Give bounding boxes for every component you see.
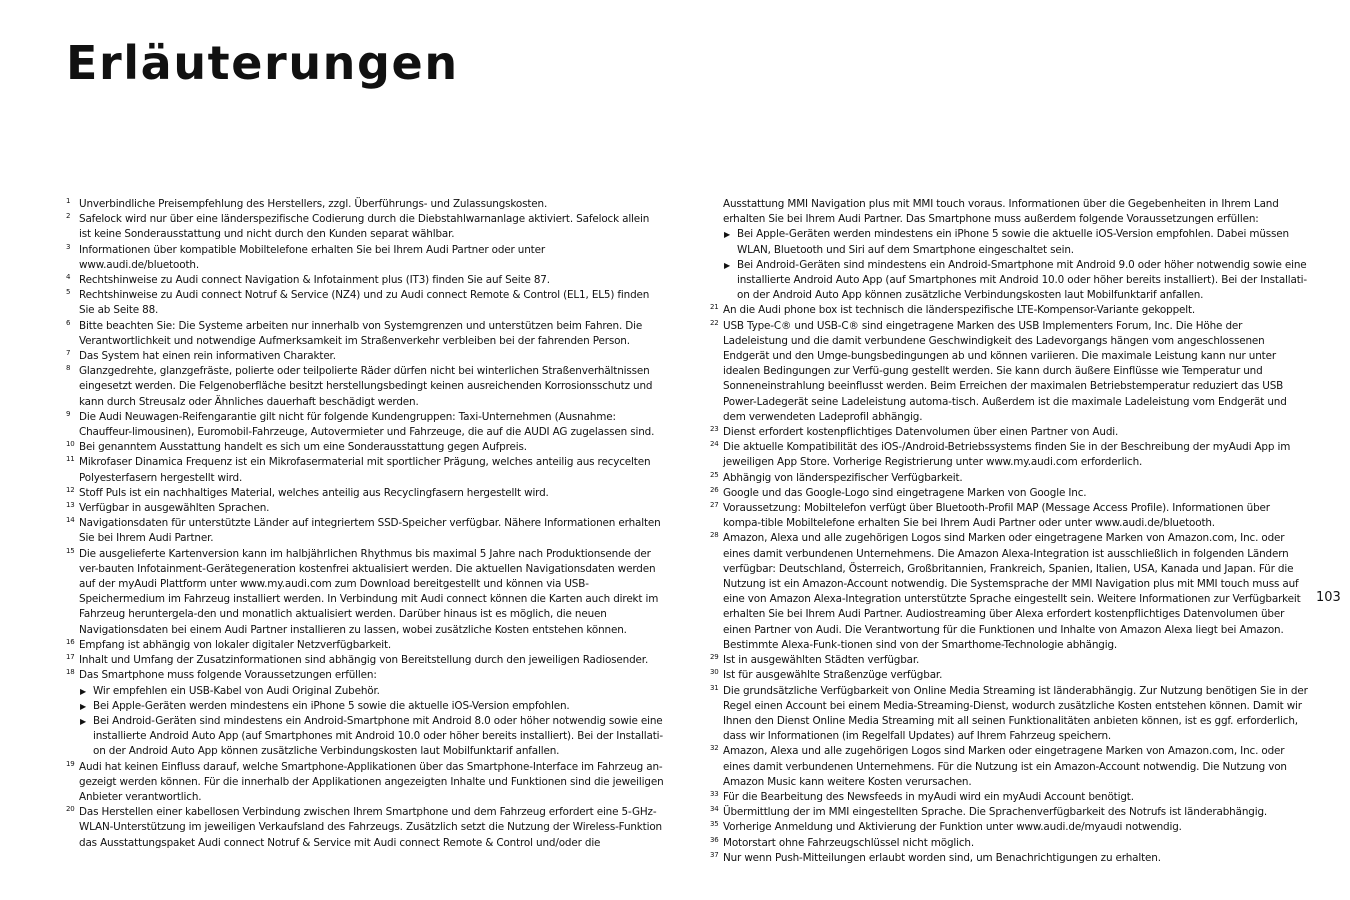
footnote-number: 13 xyxy=(66,501,75,510)
footnote-text: Rechtshinweise zu Audi connect Notruf & Service (NZ4) und zu Audi connect Remote & Control (EL1, EL5) finden Sie ab Seite 88. xyxy=(79,289,650,317)
footnote-text: Voraussetzung: Mobiltelefon verfügt über Bluetooth-Profil MAP (Message Access Profile). Informationen über kompa-tible Mobiltelefone erhalten Sie bei Ihrem Audi Partner oder unter www.audi.de/bluetooth. xyxy=(723,502,1270,530)
footnote-text: Ist für ausgewählte Straßenzüge verfügbar. xyxy=(723,669,943,682)
footnote-text: Rechtshinweise zu Audi connect Navigation & Infotainment plus (IT3) finden Sie auf Seite 87. xyxy=(79,274,550,287)
footnote xyxy=(710,851,1308,866)
footnote xyxy=(710,501,1308,531)
footnote-text: Nur wenn Push-Mitteilungen erlaubt worden sind, um Benachrichtigungen zu erhalten. xyxy=(723,851,1161,864)
footnote-text: Für die Bearbeitung des Newsfeeds in myAudi wird ein myAudi Account benötigt. xyxy=(723,790,1134,803)
footnote-text: Amazon, Alexa und alle zugehörigen Logos sind Marken oder eingetragene Marken von Amazon.com, Inc. oder eines damit verbundenen Unternehmens. Für die Nutzung ist ein Amazon-Account notwendig. Die Nutzung von Amazon Music kann weitere Kosten verursachen. xyxy=(723,745,1287,788)
footnote-text: Bei genanntem Ausstattung handelt es sich um eine Sonderausstattung gegen Aufpreis. xyxy=(79,441,527,454)
footnote-number: 23 xyxy=(710,425,719,434)
footnote xyxy=(710,531,1308,653)
footnote-text: Die aktuelle Kompatibilität des iOS-/Android-Betriebssystems finden Sie in der Beschreibung der myAudi App im jeweiligen App Store. Vorherige Registrierung unter www.my.audi.com erforderlich. xyxy=(723,441,1291,469)
footnote-text: Die grundsätzliche Verfügbarkeit von Online Media Streaming ist länderabhängig. Zur Nutzung benötigen Sie in der Regel einen Account bei einem Media-Streaming-Dienst, wodurch zusätzliche Kosten entstehen können. Damit wir Ihnen den Dienst Online Media Streaming mit all seinen Funktionalitäten anbieten können, ist es ggf. erforderlich, dass wir Informationen (im Regelfall Updates) auf Ihrem Fahrzeug speichern. xyxy=(723,684,1308,743)
footnote-number: 32 xyxy=(710,744,719,753)
footnote-bullet xyxy=(723,258,1308,304)
footnote-text: Das Herstellen einer kabellosen Verbindung zwischen Ihrem Smartphone und dem Fahrzeug erfordert eine 5-GHz-WLAN-Unterstützung im jeweiligen Verkaufsland des Fahrzeugs. Zusätzlich setzt die Nutzung der Wireless-Funktion das Ausstattungspaket Audi connect Notruf & Service mit Audi connect Remote & Control und/oder die xyxy=(79,806,662,849)
footnote xyxy=(66,243,664,273)
footnote-bullet xyxy=(79,684,664,699)
footnote-number: 4 xyxy=(66,273,71,282)
footnote xyxy=(66,638,664,653)
footnote-text: Audi hat keinen Einfluss darauf, welche Smartphone-Applikationen über das Smartphone-Interface im Fahrzeug an-gezeigt werden können. Für die innerhalb der Applikationen angezeigten Inhalte und Funktionen sind die jeweiligen Anbieter verantwortlich. xyxy=(79,760,664,803)
footnote-number: 24 xyxy=(710,440,719,449)
footnote-text: Die Audi Neuwagen-Reifengarantie gilt nicht für folgende Kundengruppen: Taxi-Unternehmen (Ausnahme: Chauffeur-limousinen), Euromobil-Fahrzeuge, Autovermieter und Fahrzeuge, die auf die AUDI AG zugelassen sind. xyxy=(79,410,655,439)
footnote xyxy=(710,440,1308,470)
footnote-number: 34 xyxy=(710,805,719,814)
footnote xyxy=(66,440,664,455)
footnote-number: 27 xyxy=(710,501,719,510)
page-number: 103 xyxy=(1316,590,1341,605)
footnote-text: Inhalt und Umfang der Zusatzinformationen sind abhängig von Bereitstellung durch den jeweiligen Radiosender. xyxy=(79,654,649,667)
footnote-number: 31 xyxy=(710,683,719,692)
footnote xyxy=(66,455,664,485)
footnote-text: Unverbindliche Preisempfehlung des Herstellers, zzgl. Überführungs- und Zulassungskosten. xyxy=(79,198,548,210)
footnote xyxy=(66,364,664,410)
footnote-number: 20 xyxy=(66,805,75,814)
footnote xyxy=(710,744,1308,790)
footnote xyxy=(66,410,664,440)
footnote xyxy=(710,836,1308,851)
footnote xyxy=(66,486,664,501)
footnote-text: Stoff Puls ist ein nachhaltiges Material, welches anteilig aus Recyclingfasern hergestellt wird. xyxy=(79,486,549,499)
footnote xyxy=(66,653,664,668)
footnote-number: 3 xyxy=(66,242,71,251)
footnote xyxy=(66,349,664,364)
footnote-number: 17 xyxy=(66,653,75,662)
footnote-number: 9 xyxy=(66,409,71,418)
footnote-text: Das System hat einen rein informativen Charakter. xyxy=(79,350,336,363)
footnote-bullet-list xyxy=(723,227,1308,303)
footnote-text: USB Type-C® und USB-C® sind eingetragene Marken des USB Implementers Forum, Inc. Die Höhe der Ladeleistung und die damit verbundene Geschwindigkeit des Ladevorgangs hängen vom angeschlossenen Endgerät und den Umge-bungsbedingungen ab und können variieren. Die maximale Leistung kann nur unter idealen Bedingungen zur Verfü-gung gestellt werden. Sie kann durch äußere Einflüsse wie Temperatur und Sonneneinstrahlung beeinflusst werden. Beim Erreichen der maximalen Betriebstemperatur reduziert das USB Power-Ladegerät seine Ladeleistung automa-tisch. Außerdem ist die maximale Ladeleistung vom Endgerät und dem verwendeten Ladeprofil abhängig. xyxy=(723,319,1287,423)
footnote-bullet-text: Bei Apple-Geräten werden mindestens ein iPhone 5 sowie die aktuelle iOS-Version empfohlen. Dabei müssen WLAN, Bluetooth und Siri auf dem Smartphone eingeschaltet sein. xyxy=(737,228,1289,256)
footnote-bullet xyxy=(79,699,664,714)
footnote xyxy=(66,501,664,516)
footnote xyxy=(710,319,1308,425)
footnote-number: 16 xyxy=(66,637,75,646)
footnote-text: Empfang ist abhängig von lokaler digitaler Netzverfügbarkeit. xyxy=(79,638,392,651)
footnote-number: 21 xyxy=(710,303,719,312)
footnote xyxy=(710,471,1308,486)
footnote-number: 37 xyxy=(710,850,719,859)
footnote-text: Ist in ausgewählten Städten verfügbar. xyxy=(723,654,920,667)
footnote-number: 18 xyxy=(66,668,75,677)
footnote xyxy=(710,486,1308,501)
footnote-number: 12 xyxy=(66,485,75,494)
footnote xyxy=(66,319,664,349)
footnote-continuation xyxy=(710,197,1308,303)
footnote-number: 7 xyxy=(66,349,71,358)
footnote-number: 1 xyxy=(66,197,71,205)
footnote-text: Abhängig von länderspezifischer Verfügbarkeit. xyxy=(723,471,963,484)
footnote-text: Amazon, Alexa und alle zugehörigen Logos sind Marken oder eingetragene Marken von Amazon.com, Inc. oder eines damit verbundenen Unternehmens. Die Amazon Alexa-Integration ist ausschließlich in folgenden Ländern verfügbar: Deutschland, Österreich, Großbritannien, Frankreich, Spanien, Italien, USA, Kanada und Japan. Für die Nutzung ist ein Amazon-Account notwendig. Die Systemsprache der MMI Navigation plus mit MMI touch muss auf eine von Amazon Alexa-Integration unterstützte Sprache eingestellt sein. Weitere Informationen zur Verfügbarkeit erhalten Sie bei Ihrem Audi Partner. Audiostreaming über Alexa erfordert kostenpflichtiges Datenvolumen über einen Partner von Audi. Die Verantwortung für die Funktionen und Inhalte von Amazon Alexa liegt bei Amazon. Bestimmte Alexa-Funk-tionen sind von der Smarthome-Technologie abhängig. xyxy=(723,532,1301,651)
footnote xyxy=(66,668,664,759)
footnote-number: 29 xyxy=(710,653,719,662)
right-footnote-column xyxy=(710,197,1308,866)
footnote xyxy=(66,212,664,242)
footnote xyxy=(710,303,1308,318)
footnote xyxy=(66,516,664,546)
footnote-number: 15 xyxy=(66,546,75,555)
footnote xyxy=(710,820,1308,835)
footnote-bullet xyxy=(723,227,1308,257)
footnote-number: 28 xyxy=(710,531,719,540)
footnote-number: 8 xyxy=(66,364,71,373)
footnote xyxy=(710,790,1308,805)
footnote-text: Informationen über kompatible Mobiltelefone erhalten Sie bei Ihrem Audi Partner oder unter www.audi.de/bluetooth. xyxy=(79,243,545,271)
footnote-text: Vorherige Anmeldung und Aktivierung der Funktion unter www.audi.de/myaudi notwendig. xyxy=(723,821,1182,834)
footnote xyxy=(66,273,664,288)
footnote-text: Das Smartphone muss folgende Voraussetzungen erfüllen: xyxy=(79,669,377,682)
footnote-text: Glanzgedrehte, glanzgefräste, polierte oder teilpolierte Räder dürfen nicht bei winterlichen Straßenverhältnissen eingesetzt werden. Die Felgenoberfläche besitzt herstellungsbedingt keinen ausreichenden Korrosionsschutz und kann durch Streusalz oder Ähnliches dauerhaft beschädigt werden. xyxy=(79,365,653,408)
footnote-number: 2 xyxy=(66,212,71,221)
footnote-number: 10 xyxy=(66,440,75,449)
footnote-text: Safelock wird nur über eine länderspezifische Codierung durch die Diebstahlwarnanlage aktiviert. Safelock allein ist keine Sonderausstattung und nicht durch den Kunden separat wählbar. xyxy=(79,213,650,241)
footnote-text: Mikrofaser Dinamica Frequenz ist ein Mikrofasermaterial mit sportlicher Prägung, welches anteilig aus recycelten Polyesterfasern hergestellt wird. xyxy=(79,456,651,484)
footnote xyxy=(66,547,664,638)
footnote-text: An die Audi phone box ist technisch die länderspezifische LTE-Kompensor-Variante gekoppelt. xyxy=(723,304,1196,317)
footnote-bullet xyxy=(79,714,664,760)
footnote-text: Die ausgelieferte Kartenversion kann im halbjährlichen Rhythmus bis maximal 5 Jahre nach Produktionsende der ver-bauten Infotainment-Gerätegeneration kostenfrei aktualisiert werden. Die aktuellen Navigationsdaten werden auf der myAudi Plattform unter www.my.audi.com zum Download bereitgestellt und können via USB-Speichermedium im Fahrzeug installiert werden. In Verbindung mit Audi connect können die Karten auch direkt im Fahrzeug heruntergela-den und monatlich aktualisiert werden. Darüber hinaus ist es möglich, die neuen Navigationsdaten bei einem Audi Partner installieren zu lassen, wobei zusätzliche Kosten entstehen können. xyxy=(79,547,659,636)
footnote-text: Google und das Google-Logo sind eingetragene Marken von Google Inc. xyxy=(723,486,1087,499)
footnote xyxy=(66,760,664,806)
page-title: Erläuterungen xyxy=(66,36,459,90)
footnote xyxy=(710,653,1308,668)
footnote xyxy=(66,288,664,318)
footnote-number: 19 xyxy=(66,759,75,768)
left-footnote-column xyxy=(66,197,664,851)
footnote-text: Verfügbar in ausgewählten Sprachen. xyxy=(79,502,270,515)
triangle-bullet-icon: ▶ xyxy=(80,701,87,711)
triangle-bullet-icon: ▶ xyxy=(724,230,731,240)
footnote-text: Ausstattung MMI Navigation plus mit MMI touch voraus. Informationen über die Gegebenheiten in Ihrem Land erhalten Sie bei Ihrem Audi Partner. Das Smartphone muss außerdem folgende Voraussetzungen erfüllen: xyxy=(723,198,1279,226)
footnote-number: 22 xyxy=(710,318,719,327)
triangle-bullet-icon: ▶ xyxy=(80,686,87,696)
footnote-bullet-text: Bei Android-Geräten sind mindestens ein Android-Smartphone mit Android 9.0 oder höher notwendig sowie eine installierte Android Auto App (auf Smartphones mit Android 10.0 oder höher bereits installiert). Bei der Installati-on der Android Auto App können zusätzliche Verbindungskosten laut Mobilfunktarif anfallen. xyxy=(737,258,1307,302)
footnote-text: Dienst erfordert kostenpflichtiges Datenvolumen über einen Partner von Audi. xyxy=(723,426,1119,439)
footnote-text: Bitte beachten Sie: Die Systeme arbeiten nur innerhalb von Systemgrenzen und unterstützen beim Fahren. Die Verantwortlichkeit und notwendige Aufmerksamkeit im Straßenverkehr verbleiben bei der fahrenden Person. xyxy=(79,319,643,347)
footnote xyxy=(710,425,1308,440)
footnote xyxy=(710,805,1308,820)
footnote xyxy=(66,197,664,212)
footnote-text: Motorstart ohne Fahrzeugschlüssel nicht möglich. xyxy=(723,836,975,849)
footnote-text: Navigationsdaten für unterstützte Länder auf integriertem SSD-Speicher verfügbar. Nähere Informationen erhalten Sie bei Ihrem Audi Partner. xyxy=(79,517,661,545)
footnote xyxy=(710,668,1308,683)
footnote-number: 6 xyxy=(66,318,71,327)
footnote-bullet-text: Wir empfehlen ein USB-Kabel von Audi Original Zubehör. xyxy=(93,684,380,697)
footnote-number: 25 xyxy=(710,470,719,479)
footnote xyxy=(710,684,1308,745)
footnote-number: 14 xyxy=(66,516,75,525)
footnote xyxy=(66,805,664,851)
footnote-text: Übermittlung der im MMI eingestellten Sprache. Die Sprachenverfügbarkeit des Notrufs ist länderabhängig. xyxy=(723,806,1268,819)
footnote-number: 30 xyxy=(710,668,719,677)
footnote-bullet-list xyxy=(79,684,664,760)
footnote-number: 33 xyxy=(710,789,719,798)
footnote-bullet-text: Bei Android-Geräten sind mindestens ein Android-Smartphone mit Android 8.0 oder höher notwendig sowie eine installierte Android Auto App (auf Smartphones mit Android 10.0 oder höher bereits installiert). Bei der Installati-on der Android Auto App können zusätzliche Verbindungskosten laut Mobilfunktarif anfallen. xyxy=(93,714,663,758)
footnote-number: 5 xyxy=(66,288,71,297)
footnote-number: 11 xyxy=(66,455,75,464)
footnote-number: 36 xyxy=(710,835,719,844)
triangle-bullet-icon: ▶ xyxy=(724,260,731,270)
footnote-number: 26 xyxy=(710,485,719,494)
triangle-bullet-icon: ▶ xyxy=(80,716,87,726)
footnote-number: 35 xyxy=(710,820,719,829)
footnote-bullet-text: Bei Apple-Geräten werden mindestens ein iPhone 5 sowie die aktuelle iOS-Version empfohlen. xyxy=(93,699,570,712)
